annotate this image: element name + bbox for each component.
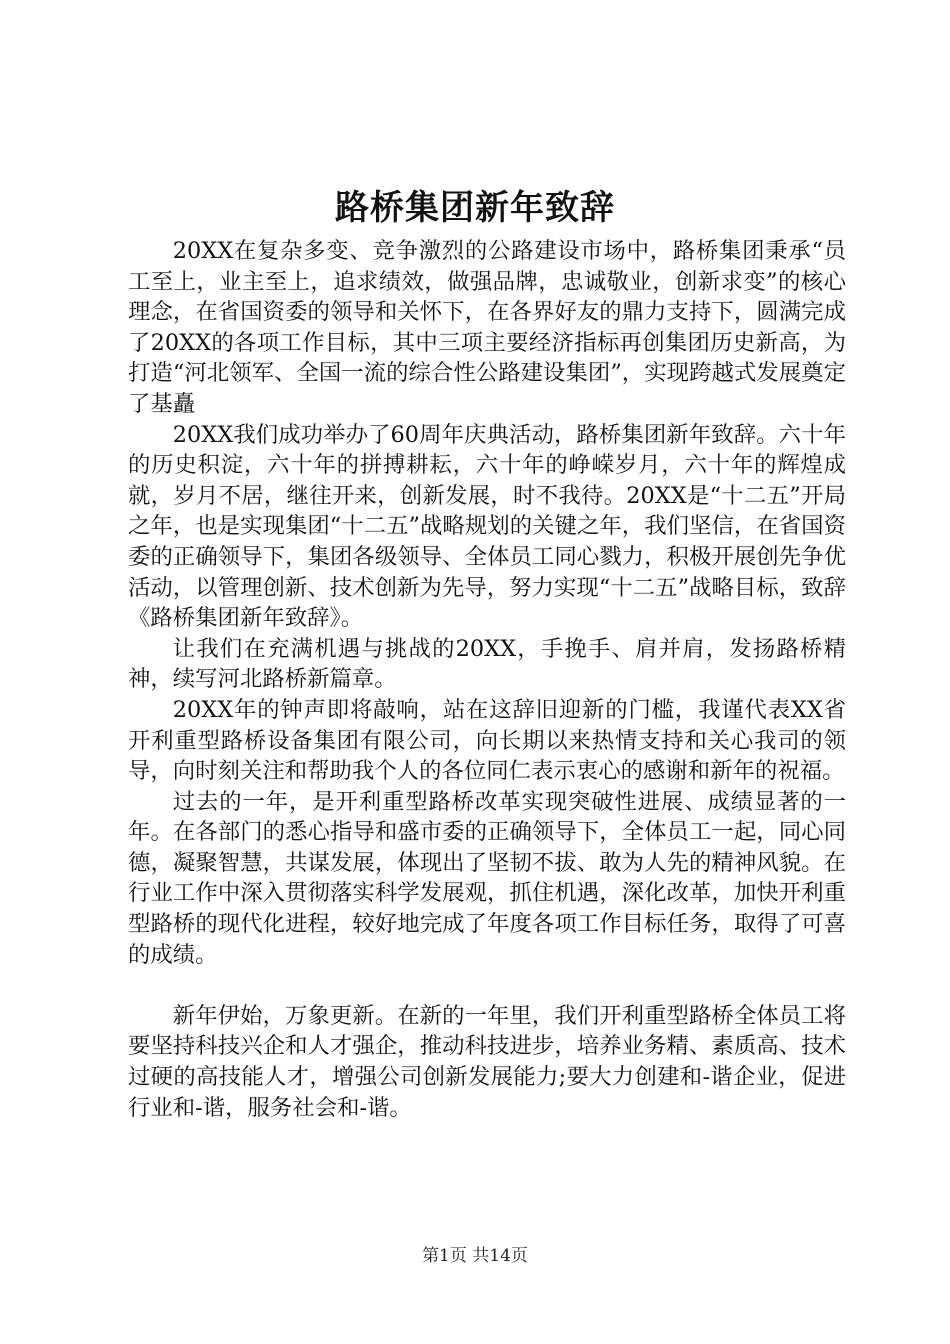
paragraph-6: 新年伊始，万象更新。在新的一年里，我们开利重型路桥全体员工将要坚持科技兴企和人才强企，推动科技进步，培养业务精、素质高、技术过硬的高技能人才，增强公司创新发展能力;要大力创建和-谐企业，促进行业和-谐，服务社会和-谐。: [128, 1002, 846, 1121]
paragraph-4: 20XX年的钟声即将敲响，站在这辞旧迎新的门槛，我谨代表XX省开利重型路桥设备集团有限公司，向长期以来热情支持和关心我司的领导，向时刻关注和帮助我个人的各位同仁表示衷心的感谢和新年的祝福。: [128, 696, 846, 785]
paragraph-1: 20XX在复杂多变、竞争激烈的公路建设市场中，路桥集团秉承“员工至上，业主至上，追求绩效，做强品牌，忠诚敬业，创新求变”的核心理念，在省国资委的领导和关怀下，在各界好友的鼎力支持下，圆满完成了20XX的各项工作目标，其中三项主要经济指标再创集团历史新高，为打造“河北领军、全国一流的综合性公路建设集团”，实现跨越式发展奠定了基矗: [128, 238, 846, 417]
document-body: [128, 236, 846, 1123]
paragraph-5: 过去的一年，是开利重型路桥改革实现突破性进展、成绩显著的一年。在各部门的悉心指导和盛市委的正确领导下，全体员工一起，同心同德，凝聚智慧，共谋发展，体现出了坚韧不拔、敢为人先的精神风貌。在行业工作中深入贯彻落实科学发展观，抓住机遇，深化改革，加快开利重型路桥的现代化进程，较好地完成了年度各项工作目标任务，取得了可喜的成绩。: [128, 788, 846, 968]
document-title: 路桥集团新年致辞: [335, 188, 615, 228]
paragraph-3: 让我们在充满机遇与挑战的20XX，手挽手、肩并肩，发扬路桥精神，续写河北路桥新篇章。: [128, 635, 846, 693]
page-number-footer: 第1页 共14页: [422, 1246, 528, 1266]
paragraph-2: 20XX我们成功举办了60周年庆典活动，路桥集团新年致辞。六十年的历史积淀，六十年的拼搏耕耘，六十年的峥嵘岁月，六十年的辉煌成就，岁月不居，继往开来，创新发展，时不我待。20XX是“十二五”开局之年，也是实现集团“十二五”战略规划的关键之年，我们坚信，在省国资委的正确领导下，集团各级领导、全体员工同心戮力，积极开展创先争优活动，以管理创新、技术创新为先导，努力实现“十二五”战略目标，致辞《路桥集团新年致辞》。: [128, 421, 846, 632]
